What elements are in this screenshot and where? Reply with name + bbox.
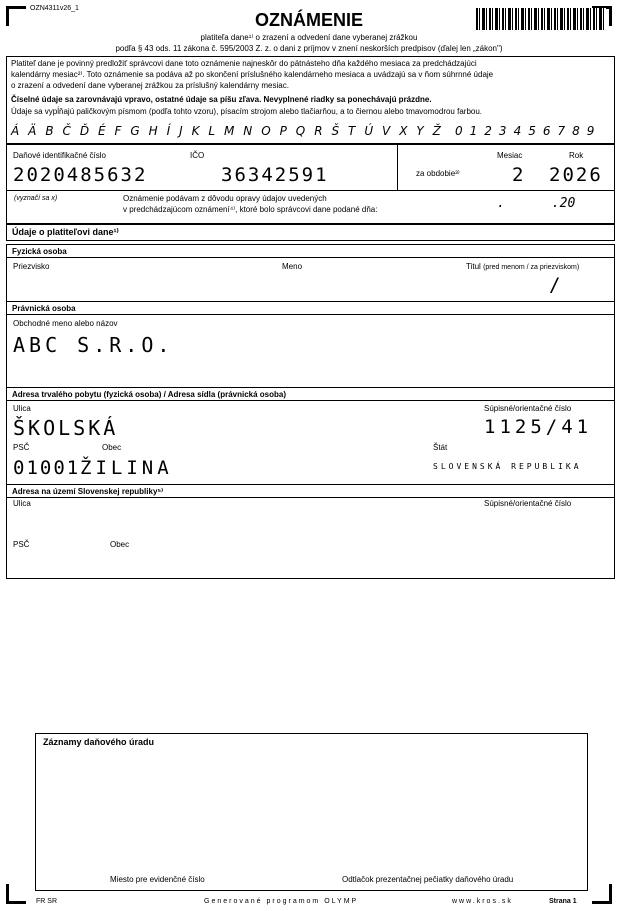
surname-label: Priezvisko: [13, 262, 50, 271]
month-label: Mesiac: [497, 151, 523, 160]
legal-title-line: [6, 314, 615, 315]
alphabet-glyph: J: [179, 124, 183, 138]
degree-label: [466, 263, 579, 271]
year-label: Rok: [569, 151, 584, 160]
natural-title-line: [6, 257, 615, 258]
alphabet-glyph: Ž: [432, 124, 441, 138]
state-field[interactable]: SLOVENSKÁ REPUBLIKA: [433, 462, 582, 471]
digit-glyph: 1: [469, 124, 478, 138]
address-sk-title-line: [6, 497, 615, 498]
alphabet-glyph: O: [261, 124, 271, 138]
form-subtitle-1: platiteľa dane¹⁾ o zrazení a odvedení dane vyberanej zrážkou: [200, 33, 418, 42]
digit-glyph: 2: [484, 124, 492, 138]
alphabet-glyph: Ú: [364, 124, 374, 138]
registration-mark-bottom-right: [592, 884, 612, 904]
dic-label: Daňové identifikačné číslo: [13, 151, 106, 160]
year-field[interactable]: 2026: [549, 164, 603, 186]
footer-generated: Generované programom OLYMP: [204, 898, 359, 905]
footer-page: Strana 1: [549, 898, 577, 905]
period-label: za obdobie³⁾: [416, 169, 460, 178]
zip-label: PSČ: [13, 443, 30, 452]
alphabet-glyph: X: [399, 124, 408, 138]
zip-field[interactable]: 01001: [13, 457, 81, 479]
house-number-field[interactable]: 1125/41: [484, 416, 593, 438]
payer-section-title: Údaje o platiteľovi dane¹⁾: [12, 227, 119, 237]
city-field[interactable]: ŽILINA: [80, 457, 173, 479]
alphabet-glyph: P: [279, 124, 287, 138]
stamp-label: Odtlačok prezentačnej pečiatky daňového úradu: [342, 875, 514, 884]
alphabet-glyph: K: [191, 124, 200, 138]
digit-glyph: 3: [498, 124, 507, 138]
alphabet-sample: [11, 124, 441, 138]
sk-street-label: Ulica: [13, 499, 31, 508]
digit-glyph: 8: [572, 124, 580, 138]
house-number-label: Súpisné/orientačné číslo: [484, 404, 572, 413]
city-label: Obec: [102, 443, 122, 452]
alphabet-glyph: G: [130, 124, 140, 138]
alphabet-glyph: R: [314, 124, 323, 138]
degree-field[interactable]: /: [549, 274, 561, 296]
digit-glyph: 9: [586, 124, 595, 138]
instructions-line-3: o zrazení a odvedení dane vyberanej zrážkou za príslušný kalendárny mesiac.: [11, 81, 289, 90]
alphabet-glyph: T: [348, 124, 356, 138]
digit-glyph: 7: [557, 124, 566, 138]
sk-city-label: Obec: [110, 540, 130, 549]
correction-text-2: v predchádzajúcom oznámení⁴⁾, ktoré bolo správcovi dane podané dňa:: [123, 205, 378, 214]
ico-label: IČO: [190, 151, 205, 160]
natural-person-title: Fyzická osoba: [12, 247, 67, 256]
registration-mark-bottom-left: [6, 884, 26, 904]
alphabet-glyph: H: [148, 124, 158, 138]
state-label: Štát: [433, 443, 448, 452]
address-divider: [6, 387, 615, 388]
legal-person-title: Právnická osoba: [12, 304, 76, 313]
dic-field[interactable]: 2020485632: [13, 164, 148, 186]
instructions-line-2: kalendárny mesiac²⁾. Toto oznámenie sa podáva až po skončení príslušného kalendárneho mesiaca a uvádzajú sa v ňom súhrnné údaje: [11, 70, 494, 79]
alphabet-glyph: Š: [331, 124, 340, 138]
form-title: OZNÁMENIE: [255, 10, 363, 30]
alphabet-glyph: Í: [166, 124, 171, 138]
footer-left: FR SR: [36, 898, 57, 905]
alphabet-glyph: Ä: [28, 124, 37, 138]
digit-glyph: 6: [542, 124, 551, 138]
correction-date-field[interactable]: . .20: [497, 196, 576, 211]
instructions-line-5: Údaje sa vypĺňajú paličkovým písmom (podľa tohto vzoru), písacím strojom alebo tlačiarňou, a to čiernou alebo tmavomodrou farbou.: [11, 107, 483, 116]
period-divider: [397, 144, 398, 190]
ico-field[interactable]: 36342591: [221, 164, 329, 186]
alphabet-glyph: B: [45, 124, 54, 138]
form-subtitle-2: podľa § 43 ods. 11 zákona č. 595/2003 Z. z. o dani z príjmov v znení neskorších predpisov (ďalej len „zákon"): [115, 44, 503, 53]
alphabet-glyph: Á: [11, 124, 20, 138]
street-field[interactable]: ŠKOLSKÁ: [13, 416, 119, 440]
alphabet-glyph: Y: [416, 124, 424, 138]
alphabet-glyph: Ď: [79, 124, 90, 138]
street-label: Ulica: [13, 404, 31, 413]
digit-glyph: 5: [528, 124, 536, 138]
tax-office-title: Záznamy daňového úradu: [43, 737, 155, 747]
ids-divider: [6, 190, 615, 191]
alphabet-glyph: L: [208, 124, 216, 138]
month-field[interactable]: 2: [512, 164, 524, 186]
alphabet-glyph: Č: [62, 124, 71, 138]
address-sk-divider: [6, 484, 615, 485]
instructions-line-1: Platiteľ dane je povinný predložiť správcovi dane toto oznámenie najneskôr do pätnásteho dňa každého mesiaca za predchádzajúci: [11, 59, 477, 68]
alphabet-glyph: V: [382, 124, 391, 138]
alphabet-glyph: É: [98, 124, 106, 138]
alphabet-glyph: N: [243, 124, 253, 138]
correction-mark-label: (vyznačí sa x): [14, 195, 58, 202]
legal-divider: [6, 301, 615, 302]
evidence-number-label: Miesto pre evidenčné číslo: [110, 875, 205, 884]
address-title: Adresa trvalého pobytu (fyzická osoba) / Adresa sídla (právnická osoba): [12, 390, 287, 399]
business-name-field[interactable]: ABC S.R.O.: [13, 333, 174, 357]
first-name-label: Meno: [282, 262, 303, 271]
address-sk-title: Adresa na území Slovenskej republiky⁵⁾: [12, 487, 164, 496]
degree-label-text: Titul: [466, 262, 481, 271]
alphabet-glyph: F: [114, 124, 122, 138]
digit-glyph: 0: [455, 124, 463, 138]
tax-office-box: [35, 733, 588, 891]
alphabet-glyph: Q: [295, 124, 306, 138]
form-code: OZN4311v26_1: [30, 5, 79, 12]
digit-glyph: 4: [513, 124, 522, 138]
alphabet-glyph: M: [224, 124, 235, 138]
footer-website: www.kros.sk: [452, 898, 513, 905]
digits-sample: [455, 124, 594, 138]
sk-zip-label: PSČ: [13, 540, 30, 549]
instructions-line-4: Číselné údaje sa zarovnávajú vpravo, ostatné údaje sa píšu zľava. Nevyplnené riadky sa ponechávajú prázdne.: [11, 95, 432, 104]
business-name-label: Obchodné meno alebo názov: [13, 319, 118, 328]
sk-house-number-label: Súpisné/orientačné číslo: [484, 499, 572, 508]
degree-note: (pred menom / za priezviskom): [483, 264, 580, 271]
correction-text-1: Oznámenie podávam z dôvodu opravy údajov uvedených: [123, 194, 327, 203]
address-title-line: [6, 400, 615, 401]
